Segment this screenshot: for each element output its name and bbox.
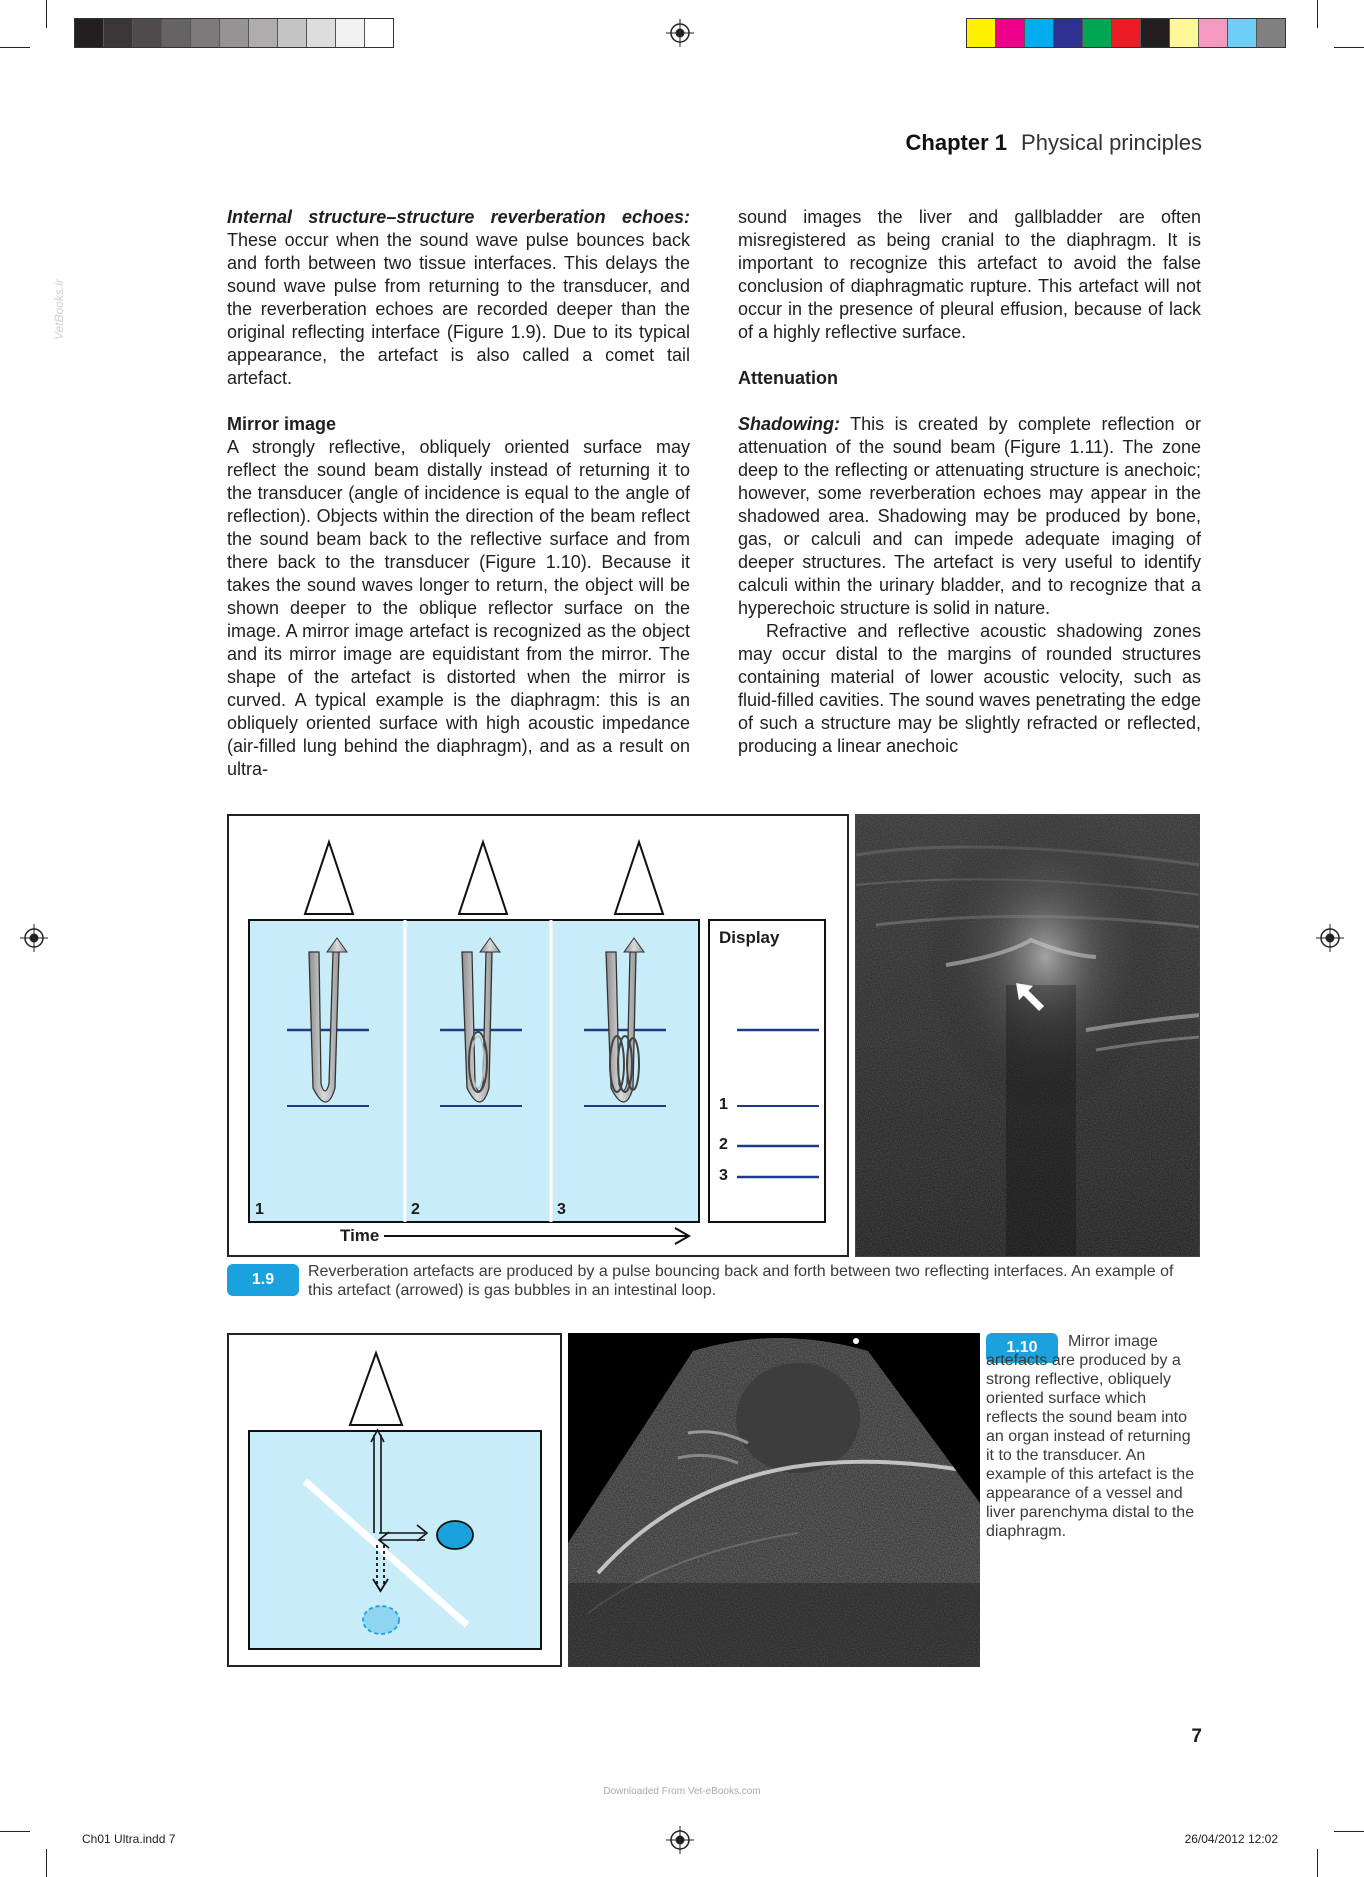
section-heading: Mirror image (227, 414, 337, 434)
organ-shape (437, 1521, 473, 1549)
color-swatch (191, 19, 220, 47)
paragraph: sound images the liver and gallbladder are often misregistered as being cranial to the diaphragm. It is important to recognize this artefact to avoid the false conclusion of diaphragmatic rupture. This artefact will not occur in the presence of pleural effusion, because of lack of a highly reflective surface. (738, 207, 1201, 342)
transducer-icon (305, 842, 353, 914)
body-column-left (227, 206, 690, 781)
section-heading: Attenuation (738, 368, 838, 388)
crop-mark (46, 0, 47, 28)
paragraph-text: These occur when the sound wave pulse bounces back and forth between two tissue interfaces. This delays the sound wave pulse from returning to the transducer, and the reverberation echoes are recorded deeper than the original reflecting interface (Figure 1.9). Due to its typical appearance, the artefact is also called a comet tail artefact. (227, 230, 690, 388)
gray-color-bar (74, 18, 394, 48)
figure-1-10-ultrasound-image (568, 1333, 980, 1667)
color-swatch (1199, 19, 1228, 47)
tissue-panel (249, 920, 405, 1222)
tissue-panel (551, 920, 699, 1222)
paragraph (227, 206, 690, 390)
color-swatch (162, 19, 191, 47)
color-swatch (1054, 19, 1083, 47)
color-swatch (104, 19, 133, 47)
body-column-right (738, 206, 1201, 758)
chapter-title: Physical principles (1021, 130, 1202, 155)
color-swatch (133, 19, 162, 47)
color-swatch (1141, 19, 1170, 47)
crop-mark (1317, 1849, 1318, 1877)
figure-1-10-diagram (227, 1333, 562, 1667)
color-swatch (307, 19, 336, 47)
figure-1-9-ultrasound-image (855, 814, 1200, 1257)
slug-filename: Ch01 Ultra.indd 7 (82, 1832, 176, 1846)
download-note: Downloaded From Vet-eBooks.com (603, 1786, 761, 1797)
color-swatch (1228, 19, 1257, 47)
crop-mark (0, 1831, 30, 1832)
transducer-icon (459, 842, 507, 914)
registration-mark-icon (20, 924, 48, 952)
run-in-heading: Internal structure–structure reverberation echoes: (227, 207, 690, 227)
crop-mark (46, 1849, 47, 1877)
paragraph (738, 413, 1201, 620)
crop-mark (0, 47, 30, 48)
color-swatch (1083, 19, 1112, 47)
echo-label: 3 (719, 1167, 728, 1184)
color-swatch (1170, 19, 1199, 47)
paragraph-text: This is created by complete reflection or attenuation of the sound beam (Figure 1.11). The zone deep to the reflecting or attenuating structure is anechoic; however, some reverberation echoes may appear in the shadowed area. Shadowing may be produced by bone, gas, or calculi and can impede adequate imaging of deeper structures. The artefact is very useful to identify calculi within the urinary bladder, and to recognize that a hyperechoic structure is solid in nature. (738, 414, 1201, 618)
panel-label: 1 (255, 1201, 264, 1218)
crop-mark (1334, 1831, 1364, 1832)
crop-mark (1317, 0, 1318, 28)
paragraph: Refractive and reflective acoustic shadowing zones may occur distal to the margins of rounded structures containing material of lower acoustic velocity, such as fluid-filled cavities. The sound waves penetrating the edge of such a structure may be slightly refracted or reflected, producing a linear anechoic (738, 621, 1201, 756)
registration-mark-icon (1316, 924, 1344, 952)
watermark: VetBooks.ir (52, 279, 66, 340)
figure-1-9-diagram (227, 814, 849, 1257)
registration-mark-icon (666, 19, 694, 47)
panel-label: 3 (557, 1201, 566, 1218)
running-head (906, 130, 1202, 156)
run-in-heading: Shadowing: (738, 414, 840, 434)
color-swatch (75, 19, 104, 47)
transducer-icon (615, 842, 663, 914)
crop-mark (1334, 47, 1364, 48)
display-label: Display (719, 928, 780, 947)
chapter-number: Chapter 1 (905, 130, 1008, 155)
tissue-panel (405, 920, 551, 1222)
page-number: 7 (1191, 1726, 1202, 1747)
color-swatch (220, 19, 249, 47)
panel-label: 2 (411, 1201, 420, 1218)
paragraph: A strongly reflective, obliquely oriented surface may reflect the sound beam distally instead of returning it to the transducer (angle of incidence is equal to the angle of reflection). Objects within the direction of the beam reflect the sound beam back to the reflective surface and from there back to the transducer (Figure 1.10). Because it takes the sound waves longer to return, the object will be shown deeper to the oblique reflector surface on the image. A mirror image artefact is recognized as the object and its mirror image are equidistant from the mirror. The shape of the artefact is distorted when the mirror is curved. A typical example is the diaphragm: this is an obliquely oriented surface with high acoustic impedance (air-filled lung behind the diaphragm), and as a result on ultra- (227, 437, 690, 779)
color-swatch (1257, 19, 1285, 47)
color-swatch (967, 19, 996, 47)
process-color-bar (966, 18, 1286, 48)
figure-caption: Reverberation artefacts are produced by a pulse bouncing back and forth between two reflecting interfaces. An example of this artefact (arrowed) is gas bubbles in an intestinal loop. (308, 1263, 1174, 1299)
transducer-icon (350, 1353, 402, 1425)
color-swatch (1025, 19, 1054, 47)
figure-caption: Mirror image artefacts are produced by a strong reflective, obliquely oriented surface which reflects the sound beam into an organ instead of returning it to the transducer. An example of this artefact is the appearance of a vessel and liver parenchyma distal to the diaphragm. (986, 1333, 1195, 1540)
mirror-artefact-shape (363, 1606, 399, 1634)
color-swatch (278, 19, 307, 47)
color-swatch (365, 19, 393, 47)
registration-mark-icon (666, 1826, 694, 1854)
figure-number-badge: 1.10 (986, 1333, 1058, 1363)
color-swatch (336, 19, 365, 47)
echo-label: 1 (719, 1096, 728, 1113)
color-swatch (996, 19, 1025, 47)
color-swatch (1112, 19, 1141, 47)
echo-label: 2 (719, 1136, 728, 1153)
color-swatch (249, 19, 278, 47)
slug-datetime: 26/04/2012 12:02 (1184, 1832, 1278, 1846)
time-label: Time (340, 1226, 380, 1245)
figure-number-badge: 1.9 (227, 1264, 299, 1296)
